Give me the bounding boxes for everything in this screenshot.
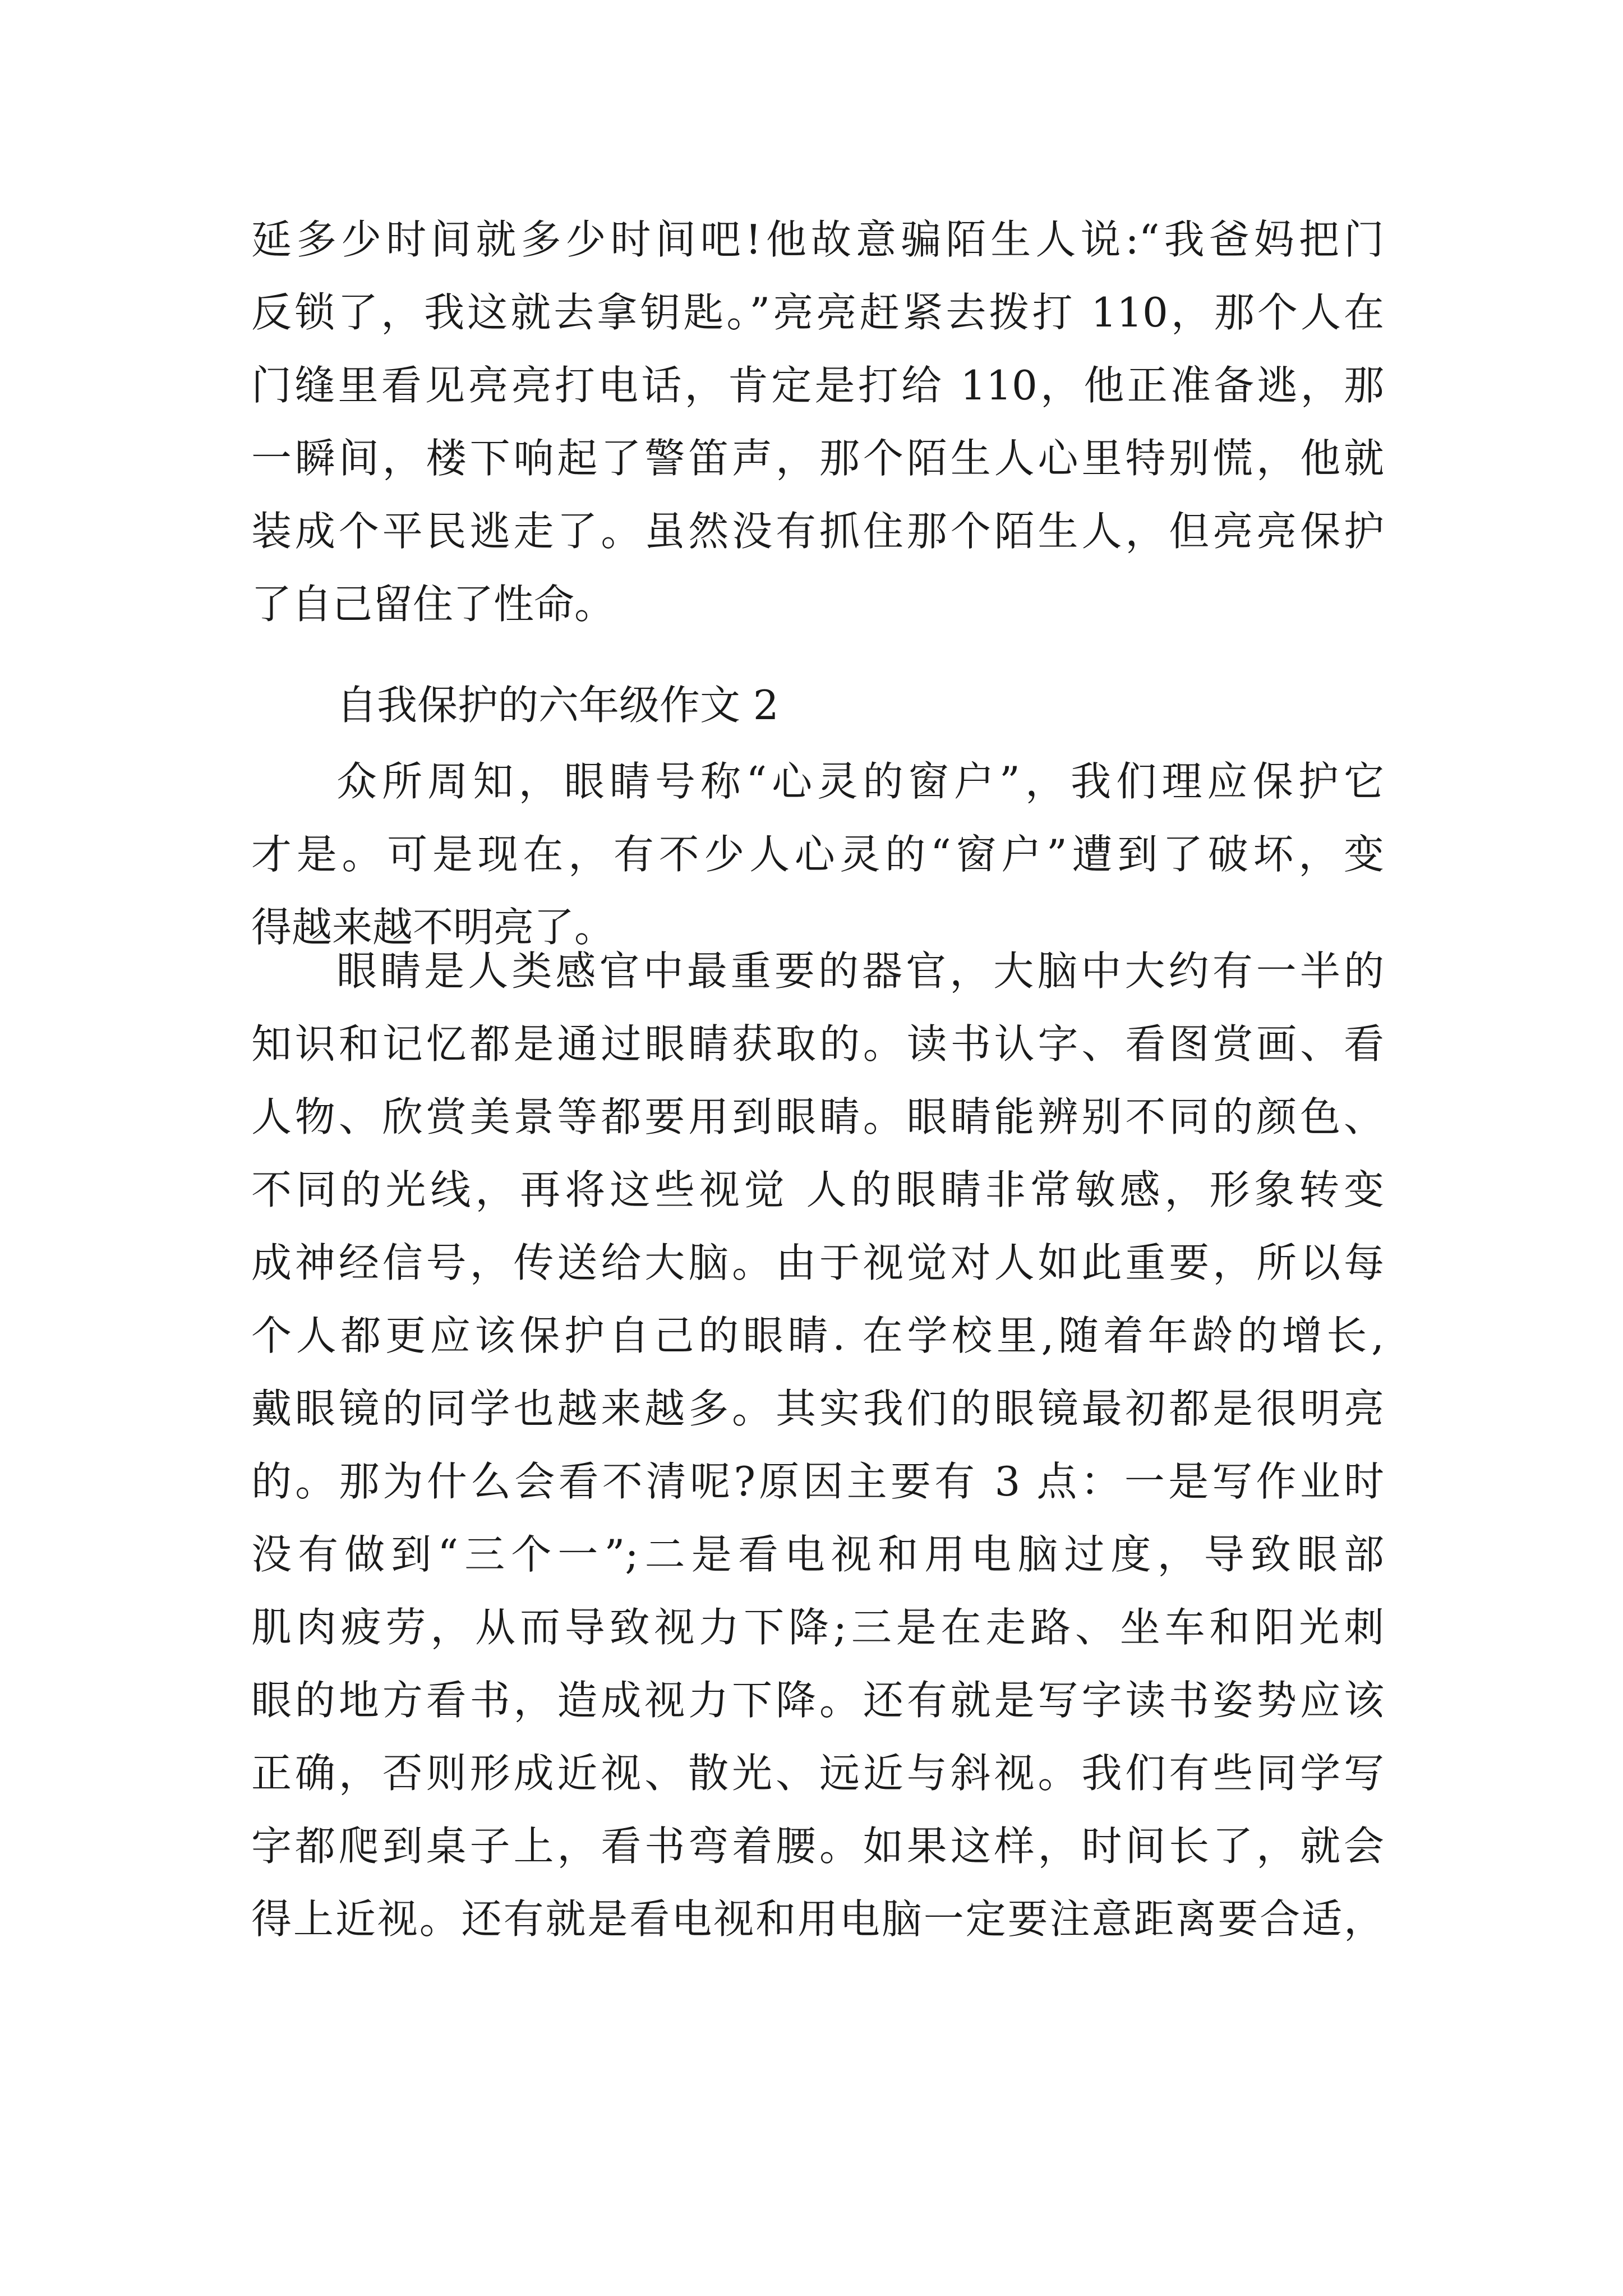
text-line: 了自己留住了性命。 [251, 581, 615, 628]
text-line: 戴眼镜的同学也越来越多。其实我们的眼镜最初都是很明亮 [251, 1385, 1384, 1432]
text-line: 得上近视。还有就是看电视和用电脑一定要注意距离要合适， [251, 1895, 1384, 1943]
text-line: 不同的光线，再将这些视觉 人的眼睛非常敏感，形象转变 [251, 1166, 1384, 1213]
text-line: 成神经信号，传送给大脑。由于视觉对人如此重要，所以每 [251, 1239, 1384, 1286]
text-line: 人物、欣赏美景等都要用到眼睛。眼睛能辨别不同的颜色、 [251, 1093, 1384, 1140]
text-line: 得越来越不明亮了。 [251, 904, 615, 951]
text-line: 肌肉疲劳，从而导致视力下降;三是在走路、坐车和阳光刺 [251, 1604, 1384, 1651]
section-heading-essay-2 [251, 669, 1384, 742]
text-line: 门缝里看见亮亮打电话，肯定是打给 110，他正准备逃，那 [251, 362, 1384, 409]
text-line: 一瞬间，楼下响起了警笛声，那个陌生人心里特别慌，他就 [251, 435, 1384, 482]
text-line: 延多少时间就多少时间吧!他故意骗陌生人说:“我爸妈把门 [251, 216, 1384, 263]
text-line: 才是。可是现在，有不少人心灵的“窗户”遭到了破坏，变 [251, 831, 1384, 878]
text-line: 眼睛是人类感官中最重要的器官，大脑中大约有一半的 [336, 947, 1384, 995]
essay-title: 自我保护的六年级作文 2 [336, 682, 779, 729]
text-line: 的。那为什么会看不清呢?原因主要有 3 点：一是写作业时 [251, 1458, 1384, 1505]
text-line: 众所周知，眼睛号称“心灵的窗户”，我们理应保护它 [336, 758, 1384, 805]
text-line: 没有做到“三个一”;二是看电视和用电脑过度，导致眼部 [251, 1531, 1384, 1578]
text-line: 正确，否则形成近视、散光、远近与斜视。我们有些同学写 [251, 1750, 1384, 1797]
text-line: 反锁了，我这就去拿钥匙。”亮亮赶紧去拨打 110，那个人在 [251, 289, 1384, 336]
paragraph-eyes-body [251, 935, 1384, 1955]
text-line: 知识和记忆都是通过眼睛获取的。读书认字、看图赏画、看 [251, 1020, 1384, 1068]
paragraph-eyes-intro [251, 745, 1384, 964]
text-line: 眼的地方看书，造成视力下降。还有就是写字读书姿势应该 [251, 1677, 1384, 1724]
paragraph-story-ending [251, 203, 1384, 641]
text-line: 装成个平民逃走了。虽然没有抓住那个陌生人，但亮亮保护 [251, 508, 1384, 555]
text-line: 个人都更应该保护自己的眼睛. 在学校里,随着年龄的增长, [251, 1312, 1384, 1359]
text-line: 字都爬到桌子上，看书弯着腰。如果这样，时间长了，就会 [251, 1823, 1384, 1870]
